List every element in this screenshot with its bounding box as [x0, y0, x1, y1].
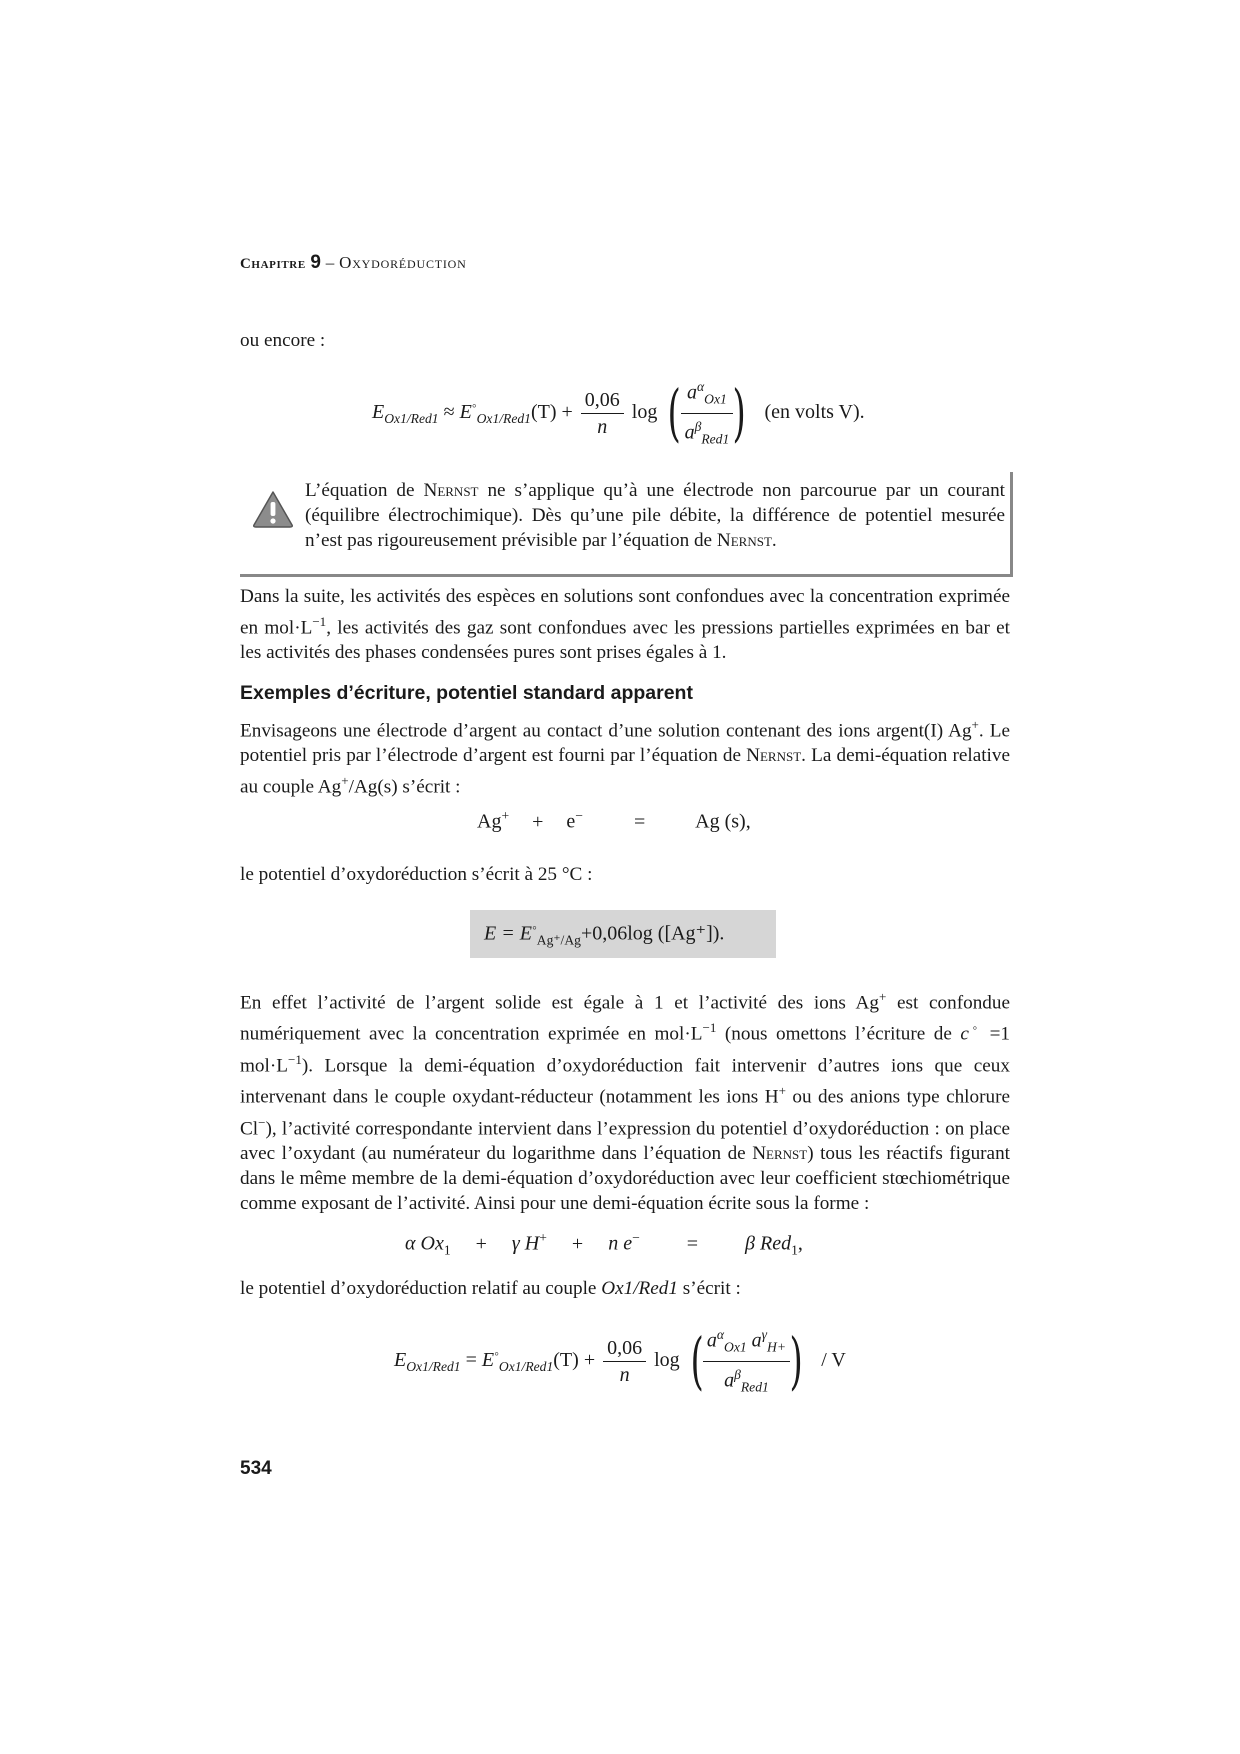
page-number: 534 [240, 1458, 272, 1479]
intro-text: ou encore : [240, 330, 326, 351]
warning-triangle-icon [252, 490, 294, 533]
final-e0-sub: Ox1/Red1 [498, 1358, 554, 1374]
ag-reactant2: e [566, 810, 576, 833]
ag-reactant1: Ag [477, 810, 502, 833]
silver-part2: . Le potentiel pris par l’électrode d’argent est fourni par l’équation de [240, 720, 1010, 767]
warning-text-1: L’équation de [305, 480, 424, 501]
gen-t1: α Ox [405, 1232, 444, 1255]
eq1-activity-fraction [681, 374, 734, 452]
effect-part6: ou des anions type chlorure Cl [240, 1086, 1010, 1139]
general-half-equation [405, 1230, 803, 1259]
eq1-act-num-sub: Ox1 [704, 391, 727, 407]
eq1-e0-sub: Ox1/Red1 [476, 410, 531, 426]
final-act1-sup: α [716, 1327, 724, 1342]
effect-exp2: −1 [287, 1051, 302, 1067]
ag-reactant1-sup: + [501, 808, 510, 823]
effect-exp1: −1 [702, 1020, 717, 1036]
final-act2-sub: H+ [767, 1339, 787, 1355]
effect-part3: (nous omettons l’écriture de [716, 1023, 961, 1045]
eq1-act-den: a [684, 421, 695, 444]
gen-t3-sup: − [632, 1230, 640, 1245]
nernst-equation-1 [372, 374, 865, 452]
boxed-rest: +0,06log ([Ag⁺]). [580, 922, 725, 945]
warning-nernst-1: Nernst [423, 480, 479, 501]
chapter-title: Oxydoréduction [339, 253, 467, 272]
warning-text [305, 478, 1005, 553]
silver-nernst: Nernst [746, 745, 802, 767]
final-frac-den: n [619, 1363, 630, 1386]
boxed-lhs: E = E [484, 922, 532, 945]
eq1-right-paren: ) [732, 376, 747, 450]
ag-equals: = [633, 810, 646, 833]
final-temp: (T) [553, 1348, 579, 1371]
boxed-sub: Ag⁺/Ag [536, 932, 581, 948]
silver-part4: /Ag(s) s’écrit : [348, 776, 461, 798]
final-unit: / V [821, 1348, 846, 1371]
silver-part3: . La demi-équation relative au couple Ag [240, 745, 1010, 798]
gen-plus1: + [475, 1232, 487, 1255]
final-left-paren: ( [690, 1324, 704, 1398]
final-plus: + [583, 1348, 596, 1371]
warning-text-2: ne s’applique qu’à une électrode non parcourue par un courant (équilibre électrochimique). Dès qu’une pile débite, la différence de potentiel mesurée n’est pas rigoureusement prévisible par l’équation de [305, 480, 1006, 551]
ag-product: Ag (s), [695, 810, 751, 833]
eq1-lhs-sub: Ox1/Red1 [384, 410, 439, 426]
eq1-e0-sup: ◦ [471, 398, 477, 414]
silver-half-equation [477, 808, 751, 834]
eq1-act-num-sup: α [697, 379, 705, 394]
ag-plus: + [532, 810, 544, 833]
boxed-equation [484, 920, 724, 949]
final-e0: E [481, 1348, 495, 1371]
eq1-act-den-sup: β [694, 418, 702, 434]
gen-t2-sup: + [539, 1230, 547, 1245]
warning-nernst-2: Nernst [716, 530, 772, 551]
chapter-word: Chapitre [240, 256, 306, 272]
effect-part5: ). Lorsque la demi-équation d’oxydoréduction fait intervenir d’autres ions que ceux intervenant dans le couple oxydant-réducteur (notamment les ions H [240, 1055, 1010, 1108]
paragraph-activities [240, 584, 1010, 665]
final-act2-sup: γ [761, 1327, 768, 1342]
relative-part1: le potentiel d’oxydoréduction relatif au couple [240, 1278, 602, 1299]
eq1-e0: E [459, 400, 472, 423]
relative-couple: Ox1/Red1 [601, 1278, 678, 1299]
eq1-fraction [581, 387, 624, 440]
effect-part2: est confondue numériquement avec la concentration exprimée en mol·L [240, 992, 1010, 1045]
silver-sup1: + [971, 717, 979, 732]
gen-t4: β Red [745, 1232, 792, 1255]
final-fraction [603, 1335, 646, 1388]
final-act1-sub: Ox1 [724, 1339, 747, 1355]
gen-t4-sub: 1 [791, 1242, 798, 1258]
gen-plus2: + [571, 1232, 584, 1255]
ag-reactant2-sup: − [575, 808, 583, 823]
eq1-unit-note: (en volts V). [764, 400, 865, 423]
final-right-paren: ) [789, 1324, 803, 1398]
nernst-equation-final [394, 1322, 846, 1400]
section-title: Exemples d’écriture, potentiel standard apparent [240, 682, 693, 704]
activities-part2: , les activités des gaz sont confondues avec les pressions partielles exprimées en bar et les activités des phases condensées pures sont prises égales à 1. [240, 617, 1010, 664]
effect-sup2: + [778, 1083, 786, 1099]
effect-sup3: − [258, 1114, 266, 1130]
paragraph-effect [240, 984, 1010, 1216]
gen-t3: n e [608, 1232, 633, 1255]
final-e0-sup: ◦ [494, 1346, 499, 1362]
eq1-plus: + [561, 400, 573, 423]
eq1-act-num: a [687, 381, 698, 404]
final-frac-num: 0,06 [603, 1335, 646, 1362]
running-header [240, 252, 467, 274]
activities-exp: −1 [312, 614, 327, 629]
final-activity-fraction: $\frac{a^\alpha_{Ox1} a^\gamma_{H+}}{a^\beta_{Red1}}$ [703, 1322, 790, 1400]
effect-c0: c [960, 1023, 969, 1045]
effect-c0-sup: ◦ [968, 1020, 982, 1036]
eq1-frac-den: n [597, 415, 608, 438]
eq1-log: log [631, 400, 658, 423]
chapter-number: 9 [310, 252, 322, 273]
final-lhs: E [394, 1348, 407, 1371]
gen-t2: γ H [511, 1232, 540, 1255]
effect-part8: ) tous les réactifs figurant dans le même membre de la demi-équation d’oxydoréduction avec leur coefficient stœchiométrique comme exposant de l’activité. Ainsi pour une demi-équation écrite sous la forme : [240, 1142, 1010, 1214]
final-den-sub: Red1 [740, 1379, 769, 1395]
effect-part7: ), l’activité correspondante intervient dans l’expression du potentiel d’oxydoréduction : on place avec l’oxydant (au numérateur du logarithme dans l’équation de [240, 1117, 1010, 1164]
eq1-frac-num: 0,06 [581, 387, 624, 414]
eq1-act-den-sub: Red1 [701, 431, 730, 447]
silver-part1: Envisageons une électrode d’argent au contact d’une solution contenant des ions argent(I) Ag [240, 720, 972, 742]
effect-nernst: Nernst [752, 1142, 808, 1164]
paragraph-silver [240, 712, 1010, 800]
activities-part1: Dans la suite, les activités des espèces en solutions sont confondues avec la concentration exprimée en mol·L [240, 586, 1010, 639]
final-log: log [654, 1348, 680, 1371]
header-separator: – [325, 253, 335, 272]
final-lhs-sub: Ox1/Red1 [406, 1358, 461, 1374]
relative-part2: s’écrit : [677, 1278, 741, 1299]
gen-t4-end: , [797, 1232, 803, 1255]
eq1-temp: (T) [530, 400, 557, 423]
effect-part4: =1 mol·L [240, 1023, 1010, 1077]
effect-sup1: + [878, 989, 887, 1004]
gen-equals: = [686, 1232, 699, 1255]
eq1-approx: ≈ [443, 400, 455, 423]
silver-sup2: + [341, 773, 349, 789]
gen-t1-sub: 1 [443, 1242, 451, 1258]
potential-relative [240, 1276, 1010, 1301]
potential-intro: le potentiel d’oxydoréduction s’écrit à 25 °C : [240, 864, 593, 885]
boxed-sup: ◦ [531, 920, 537, 935]
final-equals: = [465, 1348, 477, 1371]
warning-text-3: . [771, 530, 777, 551]
eq1-left-paren: ( [667, 376, 682, 450]
eq1-lhs: E [372, 400, 385, 423]
effect-part1: En effet l’activité de l’argent solide est égale à 1 et l’activité des ions Ag [240, 992, 879, 1014]
final-den-sup: β [734, 1366, 741, 1382]
